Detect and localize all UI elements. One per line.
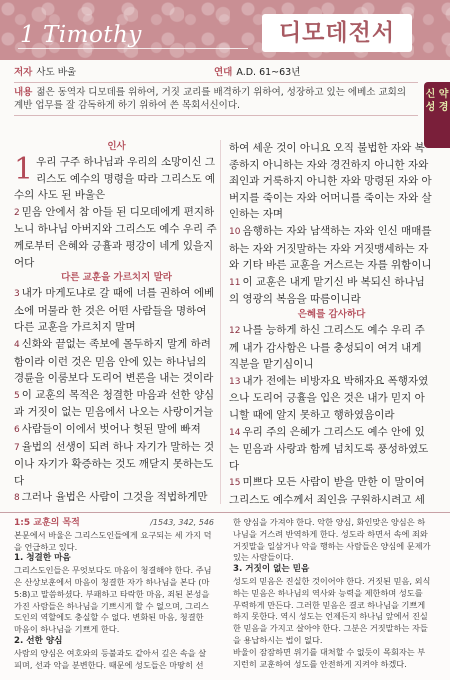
- verse-6: [14, 421, 219, 439]
- notes-left-column: [14, 517, 214, 671]
- verse-number: 15: [229, 478, 241, 489]
- author-value: 사도 바울: [36, 67, 77, 78]
- note-subheading-3: 3. 거짓이 없는 믿음: [233, 564, 310, 575]
- verse-15: [229, 474, 434, 504]
- verse-text: 믿음 안에서 참 아들 된 디모데에게 편지하노니 하나님 아버지와 그리스도 예수 우리 주께로부터 은혜와 긍휼과 평강이 네게 있을지어다: [14, 205, 217, 269]
- verse-number: 12: [229, 325, 241, 336]
- verse-text: 하여 세운 것이 아니요 오직 불법한 자와 복종하지 아니하는 자와 경건하지 아니한 자와 죄인과 거룩하지 아니한 자와 망령된 자와 아버지를 죽이는 자와 어머니를 죽이는 자와 살인하는 자며: [229, 142, 432, 221]
- verse-text: 우리 구주 하나님과 우리의 소망이신 그리스도 예수의 명령을 따라 그리스도 예수의 사도 된 바울은: [14, 156, 216, 202]
- verse-13: [229, 373, 434, 424]
- book-title-english: 1 Timothy: [20, 22, 142, 48]
- verse-4: [14, 336, 219, 387]
- section-title-thanks: 은혜를 감사하다: [297, 308, 366, 320]
- verse-12: [229, 322, 434, 373]
- section-title-teaching: 다른 교훈을 가르치지 말라: [61, 272, 172, 284]
- note-subheading-2: 2. 선한 양심: [14, 635, 63, 646]
- note-heading-row: [14, 517, 214, 530]
- verse-text: 음행하는 자와 남색하는 자와 인신 매매를 하는 자와 거짓말하는 자와 거짓맹세하는 자와 기타 바른 교훈을 거스르는 자를 위함이니: [229, 224, 432, 272]
- verse-text: 신화와 끝없는 족보에 몰두하지 말게 하려 함이라 이런 것은 믿음 안에 있는 하나님의 경륜을 이룸보다 도리어 변론을 내는 것이라: [14, 337, 214, 385]
- verse-text: 내가 마게도냐로 갈 때에 너를 권하여 에베소에 머물라 한 것은 어떤 사람들을 명하여 다른 교훈을 가르치지 말며: [14, 287, 215, 334]
- note-intro: 본문에서 바울은 그리스도인들에게 요구되는 세 가지 덕을 언급하고 있다.: [14, 529, 212, 552]
- verse-8: [14, 489, 219, 504]
- verse-text: 이 교훈은 내게 맡기신 바 복되신 하나님의 영광의 복음을 따름이니라: [229, 275, 425, 306]
- verse-text: 나를 능하게 하신 그리스도 예수 우리 주께 내가 감사함은 나를 충성되이 여겨 내게 직분을 맡기심이니: [229, 323, 425, 371]
- content-label: 내용: [14, 87, 33, 98]
- verse-number: 13: [229, 376, 241, 387]
- verse-number: 5: [14, 390, 20, 401]
- new-testament-tab[interactable]: 신 약 성 경: [424, 82, 450, 148]
- commentary-notes: [0, 512, 450, 680]
- verse-number: 14: [229, 427, 241, 438]
- verse-text: 율법의 선생이 되려 하나 자기가 말하는 것이나 자기가 확증하는 것도 깨닫지 못하는도다: [14, 440, 215, 487]
- date-value: A.D. 61~63년: [236, 67, 301, 78]
- column-divider: [220, 140, 221, 504]
- page-header: [0, 0, 450, 60]
- note-reference: /1543, 342, 546: [150, 518, 214, 527]
- content-value: 젊은 동역자 디모데를 위하여, 거짓 교리를 배격하기 위하여, 성장하고 있는 에베소 교회의 계반 업무를 잘 감독하게 하기 위하여 쓴 목회서신이다.: [14, 87, 406, 111]
- section-title-greeting: 인사: [107, 141, 126, 152]
- verse-number: 11: [229, 277, 241, 288]
- verse-7: [14, 439, 219, 490]
- verse-text: 우리 주의 은혜가 그리스도 예수 안에 있는 믿음과 사랑과 함께 넘치도록 풍성하였도다: [229, 425, 429, 472]
- verse-number: 8: [14, 493, 20, 504]
- verse-text: 미쁘다 모든 사람이 받을 만한 이 말이여 그리스도 예수께서 죄인을 구원하시려고 세: [229, 476, 425, 504]
- note-subheading-1: 1. 청결한 마음: [14, 553, 71, 564]
- verse-5: [14, 387, 219, 421]
- verse-1: [14, 154, 219, 204]
- info-meta-row: [14, 64, 418, 83]
- note-text-4: 바울이 잠잠하면 위기를 대처할 수 없듯이 목회자는 부지런히 교훈하여 성도를 안전하게 지켜야 하겠다.: [233, 646, 426, 669]
- verse-text: 이 교훈의 목적은 청결한 마음과 선한 양심과 거짓이 없는 믿음에서 나오는 사랑이거늘: [14, 388, 215, 419]
- note-text-2-continued: 한 양심을 가져야 한다. 악한 양심, 화인맞은 양심은 하나님을 거스려 반역하게 한다. 성도라 하면서 속에 죄와 거짓말을 일삼거나 악을 행하는 사람들은 양심에 문제가 있는 사람들이다.: [233, 517, 431, 563]
- verse-number: 3: [14, 289, 20, 300]
- notes-right-column: [233, 517, 433, 670]
- left-column: [14, 140, 219, 504]
- verse-10: [229, 223, 434, 274]
- chapter-number: 1: [14, 152, 34, 187]
- info-content-row: [14, 83, 418, 116]
- verse-text: 그러나 율법은 사람이 그것을 적법하게만: [21, 491, 208, 504]
- header-rule: [18, 48, 248, 49]
- note-text-2: 사람의 양심은 여호와의 등불과도 같아서 깊은 속을 살피며, 선과 악을 분변한다. 때문에 성도들은 마땅히 선: [14, 647, 207, 670]
- verse-text: 내가 전에는 비방자요 박해자요 폭행자였으나 도리어 긍휼을 입은 것은 내가 믿지 아니할 때에 알지 못하고 행하였음이라: [229, 374, 429, 421]
- verse-2: [14, 204, 219, 271]
- author-label: 저자: [14, 67, 33, 78]
- verse-number: 4: [14, 339, 20, 350]
- book-info: [14, 64, 418, 116]
- verse-number: 10: [229, 226, 241, 237]
- verse-14: [229, 424, 434, 475]
- verse-11: [229, 274, 434, 308]
- verse-9-continued: [229, 140, 434, 223]
- verse-number: 2: [14, 207, 20, 218]
- date-block: [214, 66, 300, 79]
- date-label: 연대: [214, 67, 233, 78]
- note-text-1: 그리스도인들은 무엇보다도 마음이 청결해야 한다. 주님은 산상보훈에서 마음이 청결한 자가 하나님을 본다 (마 5:8)고 말씀하셨다. 부패하고 타락한 마음, 죄된 본성을 가진 사람들은 하나님을 기쁘시게 할 수 없으며, 그리스도인의 역할에도 충실할 수 없다. 변화된 마음, 청결한 마음이 하나님을 기쁘게 한다.: [14, 565, 212, 635]
- verse-number: 7: [14, 442, 20, 453]
- note-heading: 1:5 교훈의 목적: [14, 518, 80, 528]
- book-title-korean: 디모데전서: [262, 14, 412, 52]
- verse-3: [14, 285, 219, 336]
- verse-text: 사람들이 이에서 벗어나 헛된 말에 빠져: [21, 422, 201, 435]
- right-column: [229, 140, 434, 504]
- verse-number: 6: [14, 424, 20, 435]
- note-text-3: 성도의 믿음은 진실한 것이어야 한다. 거짓된 믿음, 외식하는 믿음은 하나님의 역사와 능력을 제한하며 성도를 무력하게 만든다. 그러한 믿음은 결코 하나님을 기쁘게 하지 못한다. 역시 성도는 언제든지 하나님 앞에서 진실한 믿음을 가지고 살아야 한다. 그분은 거짓말하는 자들을 용납하시는 법이 없다.: [233, 575, 431, 645]
